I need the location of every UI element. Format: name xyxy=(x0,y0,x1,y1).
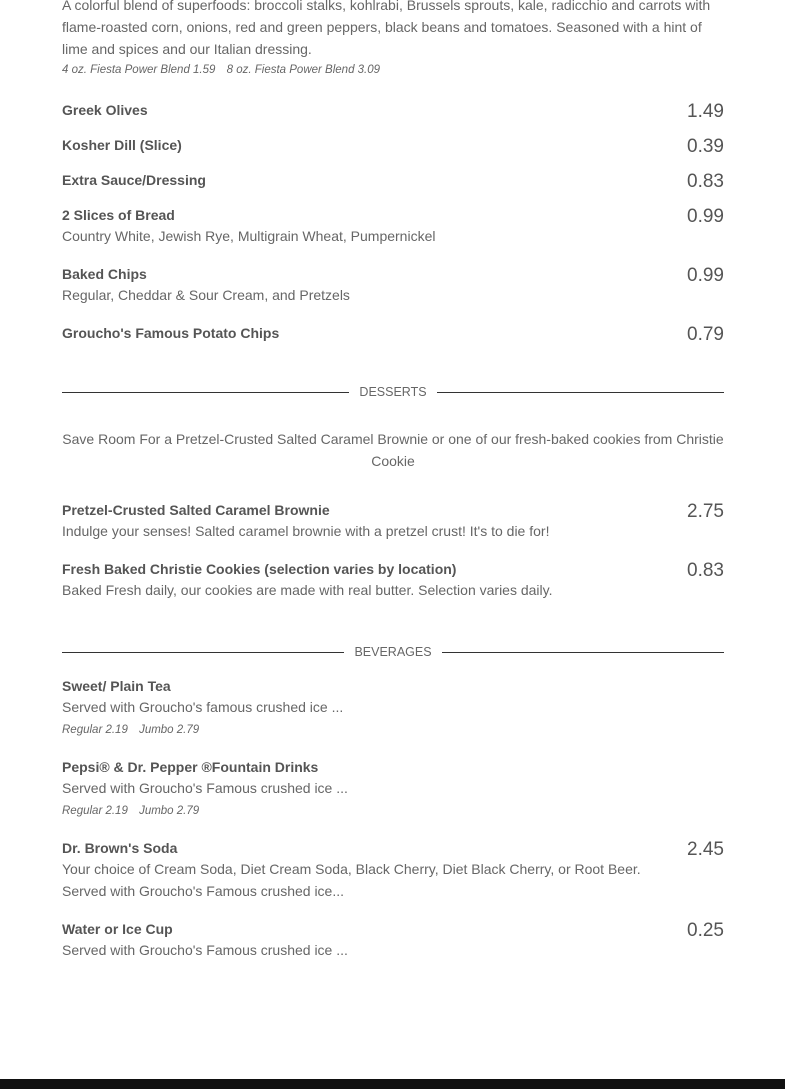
menu-item-potato-chips xyxy=(62,323,724,343)
menu-item-tea xyxy=(62,676,724,742)
item-price: 0.25 xyxy=(687,920,724,941)
item-description: Your choice of Cream Soda, Diet Cream Soda, Black Cherry, Diet Black Cherry, or Root Beer. Served with Groucho's Famous crushed ice... xyxy=(62,861,641,899)
item-name: Extra Sauce/Dressing xyxy=(62,172,206,188)
item-price: 0.83 xyxy=(687,560,724,581)
menu-item-water xyxy=(62,919,724,961)
menu-item-brownie xyxy=(62,500,724,542)
section-title: DESSERTS xyxy=(62,383,724,401)
menu-item-baked-chips xyxy=(62,264,724,306)
menu-item-cookies xyxy=(62,559,724,601)
item-name: Kosher Dill (Slice) xyxy=(62,137,182,153)
item-name: Groucho's Famous Potato Chips xyxy=(62,325,280,341)
item-name: Pretzel-Crusted Salted Caramel Brownie xyxy=(62,502,330,518)
menu-item-fountain-drinks xyxy=(62,757,724,823)
item-name: 2 Slices of Bread xyxy=(62,207,175,223)
variant-price: 8 oz. Fiesta Power Blend 3.09 xyxy=(226,64,381,76)
item-name: Baked Chips xyxy=(62,266,147,282)
item-price: 0.99 xyxy=(687,206,724,227)
fiesta-power-blend-item xyxy=(62,0,724,80)
item-price: 0.99 xyxy=(687,265,724,286)
variant-price: Regular 2.19 xyxy=(62,724,128,736)
item-description: A colorful blend of superfoods: broccoli stalks, kohlrabi, Brussels sprouts, kale, radicchio and carrots with flame-roasted corn, onions, red and green peppers, black beans and tomatoes. Seasoned with a hint of lime and spices and our Italian dressing. xyxy=(62,0,711,57)
item-description: Served with Groucho's Famous crushed ice ... xyxy=(62,942,348,958)
menu-item-dr-browns xyxy=(62,838,724,902)
item-name: Fresh Baked Christie Cookies (selection varies by location) xyxy=(62,561,457,577)
menu-item-greek-olives xyxy=(62,100,724,120)
item-name: Greek Olives xyxy=(62,102,148,118)
footer-bar xyxy=(0,1079,785,1089)
item-description: Served with Groucho's Famous crushed ice ... xyxy=(62,780,348,796)
item-price: 0.83 xyxy=(687,171,724,192)
item-name: Water or Ice Cup xyxy=(62,921,173,937)
section-divider-beverages xyxy=(62,642,724,662)
item-description: Baked Fresh daily, our cookies are made with real butter. Selection varies daily. xyxy=(62,582,553,598)
item-description: Country White, Jewish Rye, Multigrain Wheat, Pumpernickel xyxy=(62,228,436,244)
item-name: Sweet/ Plain Tea xyxy=(62,678,171,694)
item-variants xyxy=(62,60,724,80)
variant-price: Jumbo 2.79 xyxy=(139,805,200,817)
item-price: 1.49 xyxy=(687,101,724,122)
item-name: Pepsi® & Dr. Pepper ®Fountain Drinks xyxy=(62,759,319,775)
section-divider-desserts xyxy=(62,382,724,402)
variant-price: Jumbo 2.79 xyxy=(139,724,200,736)
item-variants xyxy=(62,799,724,823)
item-variants xyxy=(62,718,724,742)
item-description: Served with Groucho's famous crushed ice ... xyxy=(62,699,344,715)
menu-item-bread xyxy=(62,205,724,247)
item-price: 2.45 xyxy=(687,839,724,860)
item-price: 2.75 xyxy=(687,501,724,522)
menu-item-kosher-dill xyxy=(62,135,724,155)
variant-price: Regular 2.19 xyxy=(62,805,128,817)
item-price: 0.79 xyxy=(687,324,724,345)
variant-price: 4 oz. Fiesta Power Blend 1.59 xyxy=(62,64,216,76)
item-name: Dr. Brown's Soda xyxy=(62,840,178,856)
section-title: BEVERAGES xyxy=(62,643,724,661)
desserts-intro: Save Room For a Pretzel-Crusted Salted Caramel Brownie or one of our fresh-baked cookies from Christie Cookie xyxy=(62,431,724,469)
menu-item-extra-sauce xyxy=(62,170,724,190)
item-price: 0.39 xyxy=(687,136,724,157)
item-description: Indulge your senses! Salted caramel brownie with a pretzel crust! It's to die for! xyxy=(62,523,550,539)
item-description: Regular, Cheddar & Sour Cream, and Pretzels xyxy=(62,287,350,303)
